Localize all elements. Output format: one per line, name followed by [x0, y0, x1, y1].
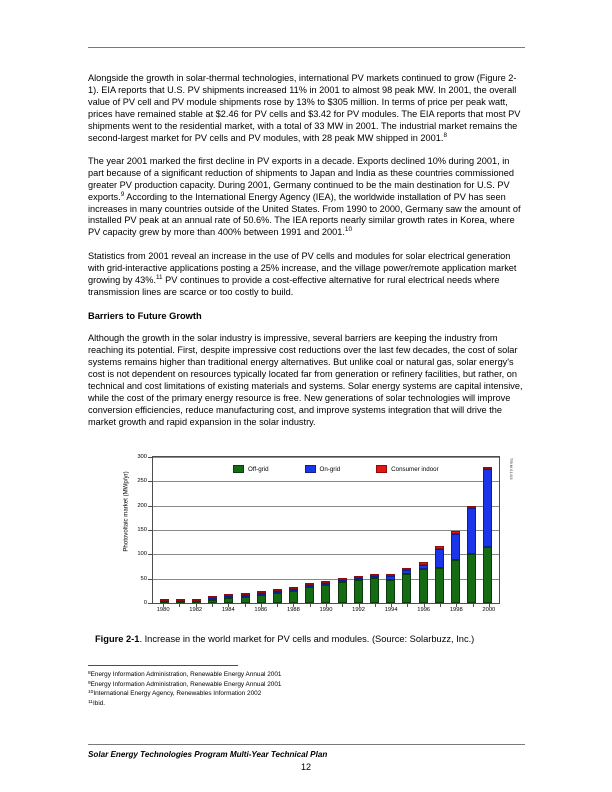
body-content	[88, 73, 525, 440]
y-axis-tick-label: 150	[137, 527, 147, 533]
paragraph-2-text: The year 2001 marked the first decline in PV exports in a decade. Exports declined 10% during 2001, in part because of a significant reduction of shipments to Japan and India as these countries commissioned greater PV production capacity. During 2001, Germany continued to be the main destination for U.S. PV exports.	[88, 155, 514, 202]
x-axis-tick-mark	[342, 604, 343, 607]
x-axis-tick-label: 1988	[286, 607, 300, 613]
legend-item-on-grid	[305, 465, 341, 473]
header-rule	[88, 47, 525, 48]
chart-plot-area	[152, 456, 500, 604]
footnote-number: 8	[88, 671, 91, 676]
figure-2-1	[115, 452, 515, 627]
x-axis-tick-mark	[245, 604, 246, 607]
chart-bar	[305, 583, 314, 603]
x-axis-tick-label: 1990	[319, 607, 333, 613]
chart-bar	[354, 576, 363, 603]
y-axis-tick-label: 0	[143, 600, 147, 606]
chart-container	[115, 452, 515, 627]
chart-bar-segment	[208, 600, 217, 603]
footnote-separator	[88, 665, 238, 666]
chart-bar	[257, 591, 266, 603]
chart-bar-segment	[305, 587, 314, 603]
chart-bar	[402, 568, 411, 603]
y-axis-tick-mark	[148, 481, 152, 482]
footnote-marker-11: 11	[155, 273, 163, 281]
chart-bar-segment	[435, 568, 444, 603]
x-axis-tick-label: 1986	[254, 607, 268, 613]
footnote-text: Ibid.	[92, 699, 106, 707]
chart-bar	[338, 578, 347, 603]
chart-bar	[370, 574, 379, 603]
chart-credit: TRIM 01/08	[509, 458, 513, 480]
paragraph-2	[88, 156, 525, 239]
chart-legend	[233, 465, 439, 473]
y-axis-tick-label: 250	[137, 478, 147, 485]
chart-bar	[483, 467, 492, 603]
paragraph-3-rest: PV continues to provide a cost-effective alternative for rural electrical needs where transmission lines are scarce or too costly to build.	[88, 274, 500, 297]
x-axis-tick-label: 1996	[417, 607, 431, 613]
legend-swatch-on-grid	[305, 465, 316, 473]
x-axis-tick-label: 2000	[482, 607, 496, 613]
x-axis-ticks	[152, 605, 500, 617]
footnote-number: 11	[88, 699, 93, 705]
x-axis-tick-label: 1984	[221, 607, 235, 613]
chart-bar-segment	[467, 508, 476, 554]
chart-bar-segment	[338, 582, 347, 603]
chart-bar-segment	[402, 574, 411, 603]
chart-bar-segment	[483, 469, 492, 547]
chart-bar	[467, 506, 476, 603]
y-axis-tick-label: 300	[137, 454, 147, 460]
footnote-entry	[88, 680, 525, 690]
chart-bar	[224, 594, 233, 603]
x-axis-tick-label: 1998	[449, 607, 463, 613]
footnote-entry	[88, 670, 525, 680]
figure-caption	[95, 633, 535, 645]
paragraph-1	[88, 73, 525, 144]
x-axis-tick-label: 1994	[384, 607, 398, 613]
chart-bar-segment	[419, 569, 428, 603]
x-axis-tick-mark	[375, 604, 376, 607]
legend-swatch-consumer-indoor	[376, 465, 387, 473]
section-heading: Barriers to Future Growth	[88, 310, 202, 321]
chart-bar-segment	[273, 593, 282, 603]
figure-caption-text: . Increase in the world market for PV cells and modules. (Source: Solarbuzz, Inc.)	[139, 634, 475, 644]
paragraph-4: Although the growth in the solar industry is impressive, several barriers are keeping the industry from reaching its potential. First, despite impressive cost reductions over the last few decades, the cost of solar systems remains higher than traditional energy alternatives. But unlike coal or natural gas, solar energy's cost is not dependent on resources typically located far from generation or refinery facilities, but rather, on technical and cost limitations of existing materials and systems. Solar energy systems are capital intensive, while the cost of the primary energy resource is free. New generations of solar technologies will improve conversion efficiencies, reduce manufacturing cost, and improve systems integration that will drive the market growth and rapid expansion in the solar industry.	[88, 333, 523, 427]
y-axis-tick-label: 100	[137, 551, 147, 558]
footnote-text: International Energy Agency, Renewables Information 2002	[93, 690, 262, 698]
page-number: 12	[300, 762, 311, 772]
chart-bar-segment	[176, 601, 185, 603]
legend-label-on-grid: On-grid	[319, 465, 341, 473]
chart-bar	[321, 581, 330, 603]
chart-bar-segment	[321, 585, 330, 603]
legend-item-off-grid	[233, 465, 269, 473]
chart-bar	[176, 599, 185, 603]
figure-caption-label: Figure 2-1	[95, 634, 140, 644]
x-axis-tick-label: 1992	[352, 607, 366, 613]
y-axis-tick-mark	[148, 506, 152, 507]
y-axis-tick-label: 200	[137, 502, 147, 509]
chart-bar-segment	[192, 601, 201, 603]
x-axis-tick-label: 1982	[189, 607, 203, 613]
chart-bar-segment	[435, 549, 444, 569]
paragraph-3-text: Statistics from 2001 reveal an increase in the use of PV cells and modules for solar electrical generation with grid-interactive applications posting a 25% increase, and the village power/remote application market growing by 43%.	[88, 250, 517, 285]
x-axis-tick-mark	[440, 604, 441, 607]
x-axis-tick-mark	[473, 604, 474, 607]
footnote-entry	[88, 689, 525, 699]
x-axis-tick-mark	[310, 604, 311, 607]
footnote-number: 10	[88, 690, 94, 696]
x-axis-tick-mark	[212, 604, 213, 607]
chart-bar-segment	[241, 597, 250, 603]
y-axis-tick-mark	[148, 579, 152, 580]
footnote-marker-10: 10	[344, 226, 353, 234]
chart-bar	[386, 574, 395, 603]
chart-bar-segment	[257, 595, 266, 603]
x-axis-tick-mark	[407, 604, 408, 607]
legend-item-consumer-indoor	[376, 465, 438, 473]
footer-rule	[88, 744, 525, 745]
y-axis-tick-mark	[148, 603, 152, 604]
footnote-entry	[88, 699, 525, 709]
x-axis-tick-mark	[277, 604, 278, 607]
chart-bar	[208, 596, 217, 603]
chart-bar-segment	[370, 578, 379, 603]
chart-bar	[435, 546, 444, 603]
chart-bar	[289, 587, 298, 603]
legend-swatch-off-grid	[233, 465, 244, 473]
x-axis-tick-mark	[179, 604, 180, 607]
footnote-text: Energy Information Administration, Renewable Energy Annual 2001	[90, 671, 282, 678]
chart-bars	[153, 457, 499, 603]
footer-title: Solar Energy Technologies Program Multi-Year Technical Plan	[88, 750, 328, 759]
y-axis-label: Photovoltaic market (MWp/yr)	[122, 471, 130, 552]
chart-bar-segment	[354, 580, 363, 603]
chart-bar-segment	[451, 534, 460, 560]
chart-bar	[419, 562, 428, 603]
chart-bar	[160, 599, 169, 603]
chart-bar-segment	[289, 591, 298, 603]
chart-bar	[241, 593, 250, 603]
chart-bar	[192, 599, 201, 603]
footnote-number: 9	[88, 680, 91, 686]
y-axis-tick-mark	[148, 554, 152, 555]
chart-bar-segment	[160, 601, 169, 603]
chart-bar-segment	[386, 580, 395, 603]
footnotes-list	[88, 670, 525, 708]
chart-bar	[273, 589, 282, 603]
chart-bar-segment	[483, 547, 492, 603]
paragraph-1-text: Alongside the growth in solar-thermal technologies, international PV markets continued to grow (Figure 2-1). EIA reports that U.S. PV shipments increased 11% in 2001 to almost 98 peak MW. In 2001, the overall value of PV cell and PV module shipments rose by 13% to $305 million. In terms of price per peak watt, prices have remained stable at $2.46 for PV cells and $3.42 for PV modules. The EIA reports that most PV shipments went to the residential market, with a total of 33 MW in 2001. The industrial market remains the second-largest market for PV cells and PV modules, with 28 peak MW shipped in 2001.	[88, 73, 521, 143]
chart-bar-segment	[224, 598, 233, 603]
y-axis-tick-mark	[148, 530, 152, 531]
y-axis-tick-label: 50	[140, 575, 147, 582]
y-axis-tick-mark	[148, 457, 152, 458]
x-axis-tick-label: 1980	[156, 607, 170, 613]
paragraph-3	[88, 251, 525, 299]
chart-bar	[451, 531, 460, 603]
footnote-text: Energy Information Administration, Renewable Energy Annual 2001	[90, 680, 282, 688]
footnote-marker-8: 8	[443, 131, 447, 139]
legend-label-off-grid: Off-grid	[248, 465, 269, 473]
chart-bar-segment	[467, 554, 476, 603]
footnote-marker-9: 9	[120, 190, 125, 198]
chart-bar-segment	[451, 560, 460, 603]
paragraph-2-rest: According to the International Energy Agency (IEA), the worldwide installation of PV has seen increases in many countries outside of the United States. From 1990 to 2000, Germany saw the amount of installed PV peak at an annual rate of 50.6%. The IEA reports nearly similar growth rates in Korea, where PV capacity grew by more than 400% between 1991 and 2001.	[88, 191, 521, 238]
legend-label-consumer-indoor: Consumer indoor	[391, 465, 439, 473]
